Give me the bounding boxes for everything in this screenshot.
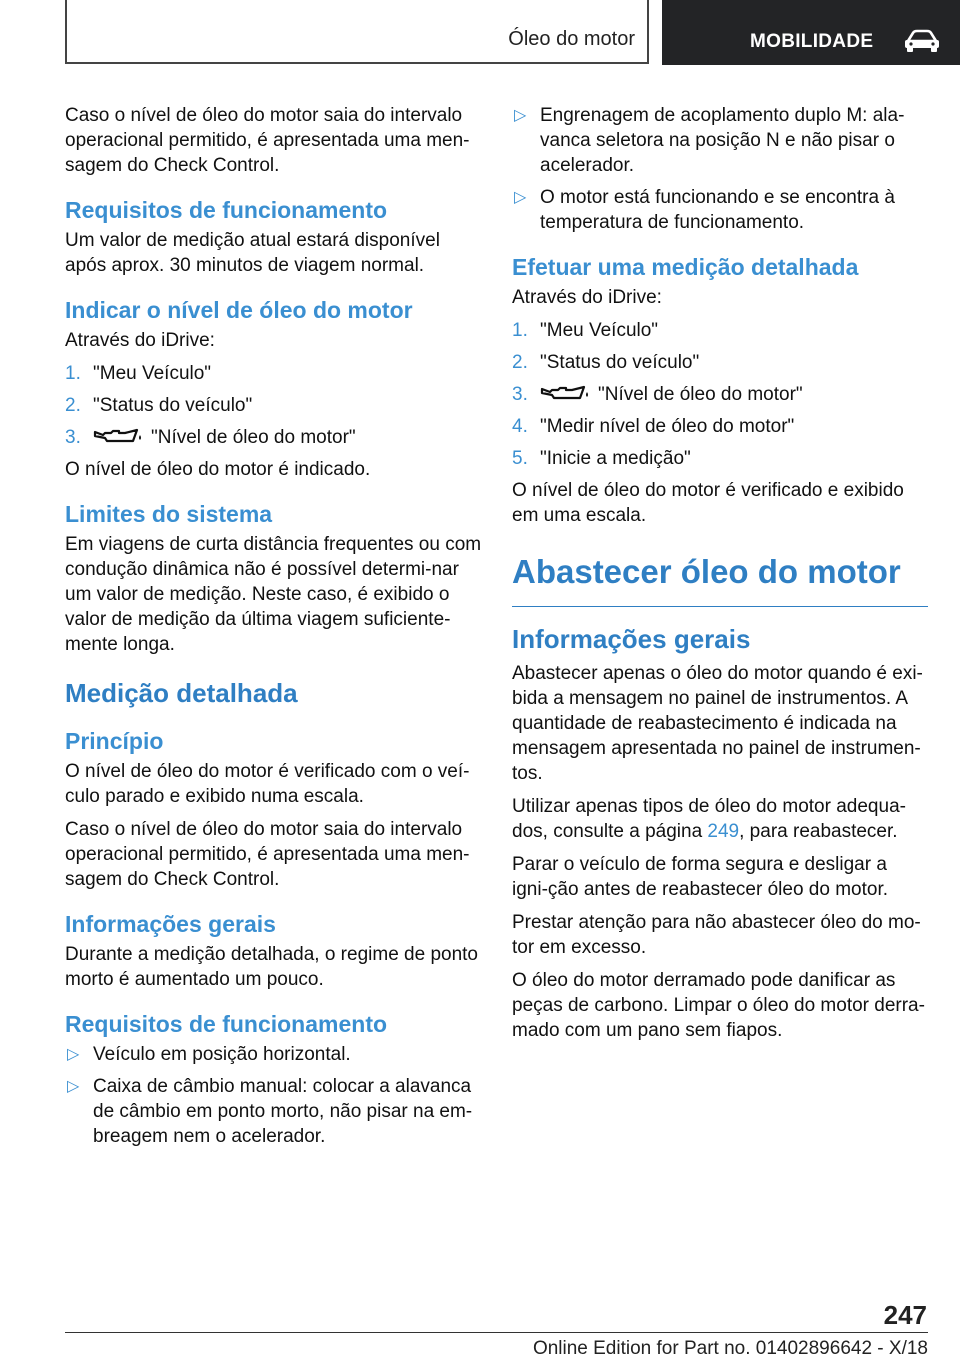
list-item	[512, 185, 928, 235]
refill-paragraph-1: Abastecer apenas o óleo do motor quando é exi-bida a mensagem no painel de instrumentos. A quantidade de reabastecimento é indicada na mensagem apresentada no painel de instrumen-tos.	[512, 663, 923, 784]
step-number: 1.	[512, 320, 528, 341]
show-result-text: O nível de óleo do motor é indicado.	[65, 459, 371, 480]
list-item	[65, 425, 483, 450]
step-text: "Status do veículo"	[93, 395, 253, 416]
refill-paragraph-2	[512, 794, 928, 844]
list-item	[65, 361, 483, 386]
refill-paragraph-2-text: Utilizar apenas tipos de óleo do motor adequa-dos, consulte a página	[512, 796, 906, 842]
refill-oil-heading: Abastecer óleo do motor	[512, 550, 928, 607]
refill-paragraph-4: Prestar atenção para não abastecer óleo do mo-tor em excesso.	[512, 912, 921, 958]
left-column	[65, 103, 483, 1156]
requirements-heading: Requisitos de funcionamento	[65, 197, 388, 223]
step-text: "Meu Veículo"	[93, 363, 212, 384]
list-item	[512, 350, 928, 375]
intro-paragraph: Caso o nível de óleo do motor saia do intervalo operacional permitido, é apresentada uma men-sagem do Check Control.	[65, 105, 470, 176]
principle-paragraph-2: Caso o nível de óleo do motor saia do intervalo operacional permitido, é apresentada uma men-sagem do Check Control.	[65, 819, 470, 890]
step-text: "Inicie a medição"	[540, 448, 691, 469]
footer-divider	[65, 1332, 928, 1333]
list-item	[65, 1074, 483, 1149]
general-info-text: Durante a medição detalhada, o regime de ponto morto é aumentado um pouco.	[65, 944, 478, 990]
list-item	[512, 382, 928, 407]
step-number: 3.	[512, 384, 528, 405]
page-number: 247	[883, 1300, 927, 1330]
step-text: "Nível de óleo do motor"	[151, 427, 356, 448]
header-title-box	[65, 0, 649, 64]
header-title: Óleo do motor	[508, 28, 635, 50]
measure-via-text: Através do iDrive:	[512, 287, 662, 308]
measure-steps-list	[512, 318, 928, 471]
list-item	[512, 318, 928, 343]
refill-paragraph-5: O óleo do motor derramado pode danificar as peças de carbono. Limpar o óleo do motor derra-mado com um pano sem fiapos.	[512, 970, 925, 1041]
step-number: 3.	[65, 427, 81, 448]
right-column	[512, 103, 928, 1051]
show-steps-list	[65, 361, 483, 450]
requirements-2-heading: Requisitos de funcionamento	[65, 1011, 388, 1037]
list-item-text: Caixa de câmbio manual: colocar a alavanca de câmbio em ponto morto, não pisar na em-breagem nem o acelerador.	[93, 1076, 473, 1147]
bullet-triangle-icon: ▷	[514, 107, 527, 124]
step-number: 4.	[512, 416, 528, 437]
bullet-triangle-icon: ▷	[514, 189, 527, 206]
requirements-text: Um valor de medição atual estará disponível após aprox. 30 minutos de viagem normal.	[65, 230, 440, 276]
list-item	[65, 393, 483, 418]
step-text: "Medir nível de óleo do motor"	[540, 416, 795, 437]
footer-edition-text: Online Edition for Part no. 01402896642 - X/18	[532, 1338, 928, 1359]
list-item-text: Engrenagem de acoplamento duplo M: ala-vanca seletora na posição N e não pisar o acelerador.	[540, 105, 905, 176]
requirements-2-list-continued	[512, 103, 928, 235]
step-number: 1.	[65, 363, 81, 384]
measure-result-text: O nível de óleo do motor é verificado e exibido em uma escala.	[512, 480, 904, 526]
list-item	[512, 446, 928, 471]
refill-paragraph-3: Parar o veículo de forma segura e desligar a igni-ção antes de reabastecer óleo do motor.	[512, 854, 889, 900]
system-limits-text: Em viagens de curta distância frequentes ou com condução dinâmica não é possível determi-nar um valor de medição. Neste caso, é exibido o valor de medição da última viagem suficiente-mente longa.	[65, 534, 482, 655]
show-oil-level-heading: Indicar o nível de óleo do motor	[65, 297, 413, 323]
perform-measurement-heading: Efetuar uma medição detalhada	[512, 254, 859, 280]
header-section-tab	[662, 0, 960, 65]
oil-can-icon	[93, 427, 145, 447]
step-text: "Meu Veículo"	[540, 320, 659, 341]
header-section-label: MOBILIDADE	[750, 31, 874, 52]
principle-paragraph-1: O nível de óleo do motor é verificado com o veí-culo parado e exibido numa escala.	[65, 761, 470, 807]
bullet-triangle-icon: ▷	[67, 1046, 80, 1063]
list-item-text: O motor está funcionando e se encontra à temperatura de funcionamento.	[540, 187, 895, 233]
step-number: 2.	[512, 352, 528, 373]
refill-general-info-heading: Informações gerais	[512, 624, 751, 654]
page-reference-link[interactable]: 249	[707, 821, 740, 842]
principle-heading: Princípio	[65, 728, 164, 754]
general-info-heading: Informações gerais	[65, 911, 276, 937]
refill-paragraph-2-tail: , para reabastecer.	[739, 821, 898, 842]
detailed-measurement-heading: Medição detalhada	[65, 678, 298, 708]
step-text: "Nível de óleo do motor"	[598, 384, 803, 405]
list-item	[512, 414, 928, 439]
system-limits-heading: Limites do sistema	[65, 501, 273, 527]
list-item	[65, 1042, 483, 1067]
list-item	[512, 103, 928, 178]
bullet-triangle-icon: ▷	[67, 1078, 80, 1095]
show-via-text: Através do iDrive:	[65, 330, 215, 351]
step-number: 2.	[65, 395, 81, 416]
step-number: 5.	[512, 448, 528, 469]
requirements-2-list	[65, 1042, 483, 1149]
list-item-text: Veículo em posição horizontal.	[93, 1044, 351, 1065]
car-icon	[902, 29, 942, 53]
oil-can-icon	[540, 384, 592, 404]
step-text: "Status do veículo"	[540, 352, 700, 373]
